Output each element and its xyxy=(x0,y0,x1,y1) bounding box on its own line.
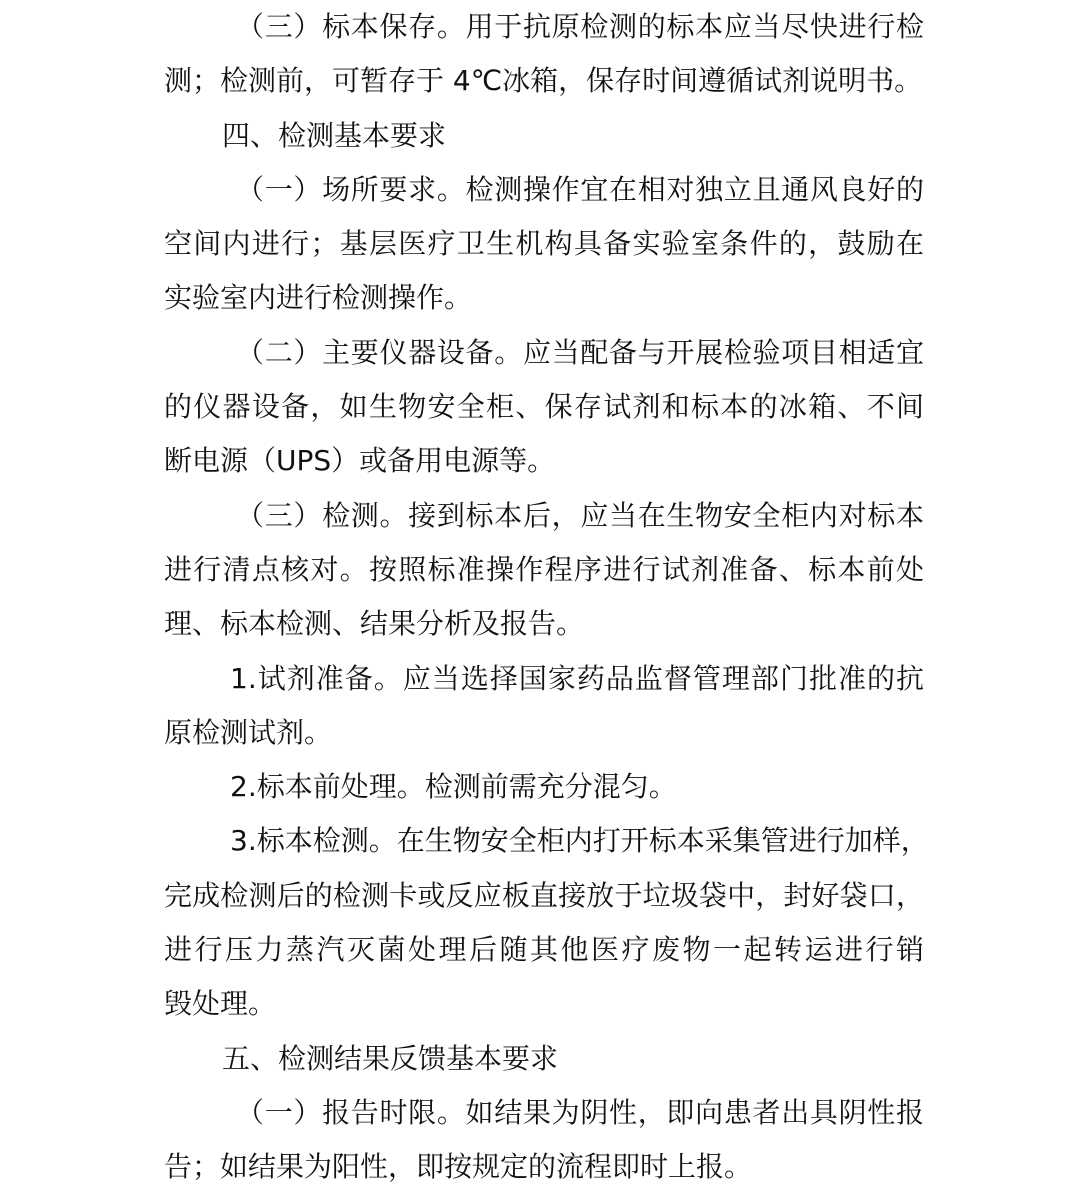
document-body xyxy=(164,0,929,1195)
text-line: 测；检测前，可暂存于 4℃冰箱，保存时间遵循试剂说明书。 xyxy=(164,64,923,98)
section-heading: 四、检测基本要求 xyxy=(222,118,447,152)
text-line: （二）主要仪器设备。应当配备与开展检验项目相适宜 xyxy=(236,335,924,369)
text-line: 告；如结果为阳性，即按规定的流程即时上报。 xyxy=(164,1150,753,1184)
text-line: 进行压力蒸汽灭菌处理后随其他医疗废物一起转运进行销 xyxy=(164,933,924,967)
text-line: 原检测试剂。 xyxy=(164,715,333,749)
section-heading: 五、检测结果反馈基本要求 xyxy=(222,1041,559,1075)
text-line: 3.标本检测。在生物安全柜内打开标本采集管进行加样， xyxy=(230,824,929,858)
text-line: 断电源（UPS）或备用电源等。 xyxy=(164,444,556,478)
text-line: （一）场所要求。检测操作宜在相对独立且通风良好的 xyxy=(236,172,924,206)
text-line: 2.标本前处理。检测前需充分混匀。 xyxy=(230,770,677,804)
text-line: 完成检测后的检测卡或反应板直接放于垃圾袋中，封好袋口， xyxy=(164,878,924,912)
text-line: （一）报告时限。如结果为阴性，即向患者出具阴性报 xyxy=(236,1095,924,1129)
text-line: 的仪器设备，如生物安全柜、保存试剂和标本的冰箱、不间 xyxy=(164,390,924,424)
text-line: 理、标本检测、结果分析及报告。 xyxy=(164,607,585,641)
text-line: 进行清点核对。按照标准操作程序进行试剂准备、标本前处 xyxy=(164,552,924,586)
text-line: 实验室内进行检测操作。 xyxy=(164,281,473,315)
text-line: （三）标本保存。用于抗原检测的标本应当尽快进行检 xyxy=(236,10,924,43)
text-line: 空间内进行；基层医疗卫生机构具备实验室条件的，鼓励在 xyxy=(164,227,924,261)
text-line: 1.试剂准备。应当选择国家药品监督管理部门批准的抗 xyxy=(230,661,924,695)
text-line: （三）检测。接到标本后，应当在生物安全柜内对标本 xyxy=(236,498,924,532)
text-line: 毁处理。 xyxy=(164,987,277,1021)
